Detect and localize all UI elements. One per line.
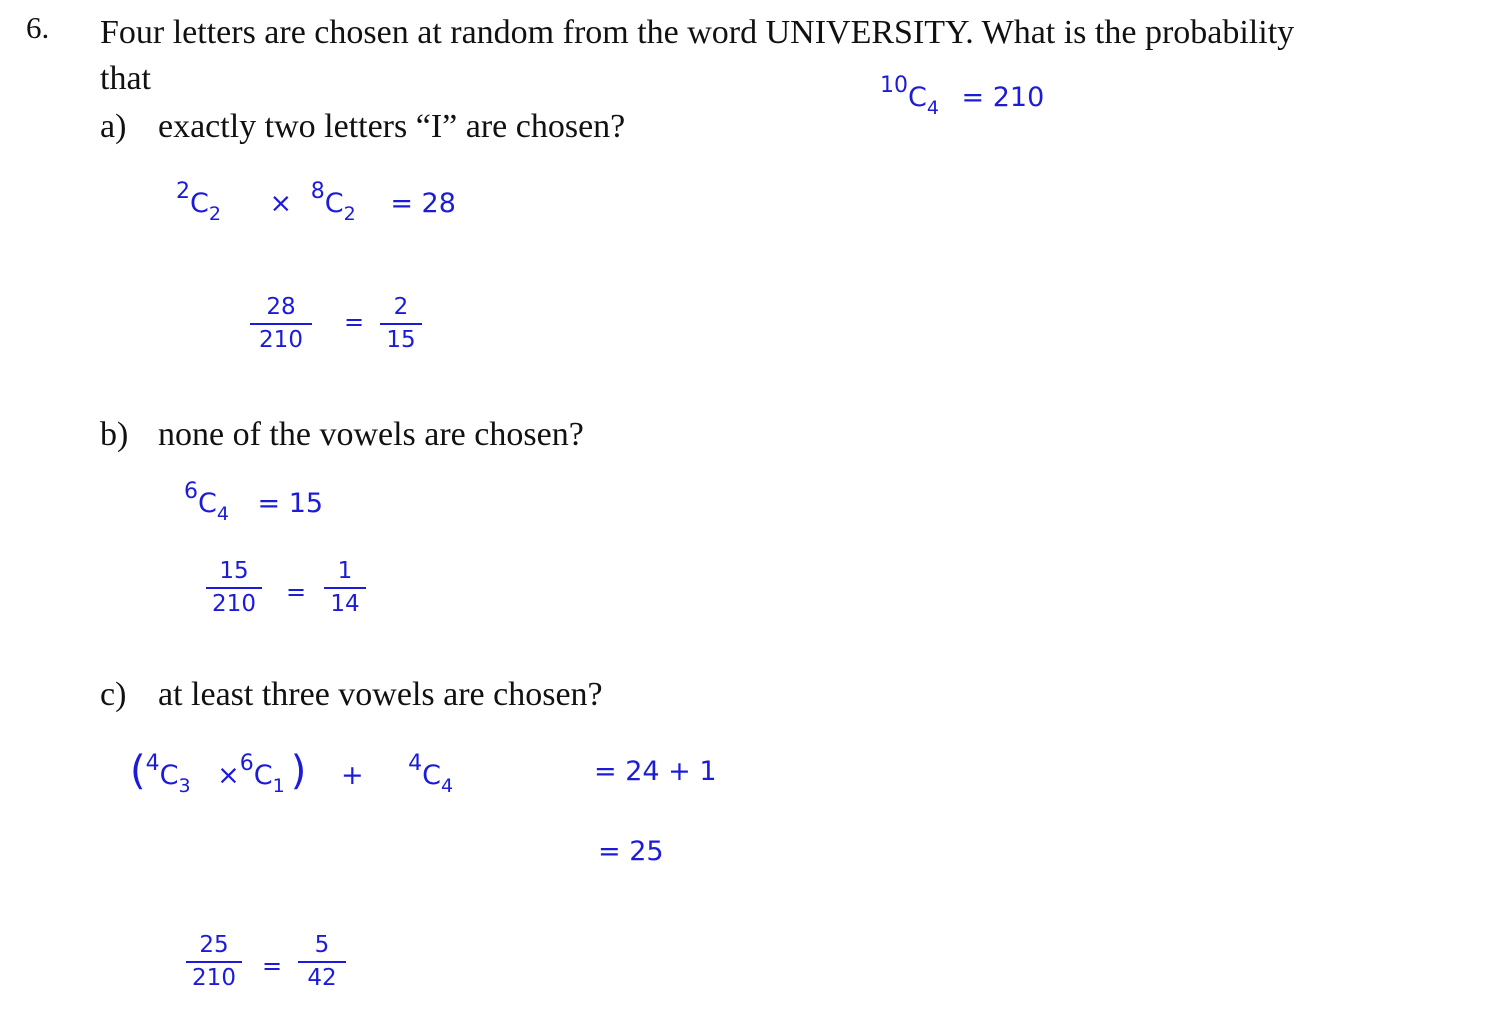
hand-a-term2-c: C [324,188,344,219]
hand-b-fraction [206,560,262,616]
hand-a-times: × [269,188,293,219]
hand-b-term-r: 4 [216,503,229,525]
hand-a-term2-r: 2 [343,203,356,225]
hand-b-term-n: 6 [184,479,198,504]
hand-c-plus: + [340,760,364,791]
part-a-text: exactly two letters “I” are chosen? [158,108,626,145]
hand-a-term1-r: 2 [208,203,221,225]
hand-a-term2-n: 8 [310,179,325,204]
part-b-text: none of the vowels are chosen? [158,416,584,453]
hand-b-fraction-bar [206,587,262,589]
hand-total-r: 4 [926,97,939,119]
part-b [100,416,584,454]
hand-total-result: = 210 [961,82,1045,113]
hand-b-result: = 15 [257,488,324,519]
hand-c-fraction-num: 25 [199,932,229,958]
hand-a-fraction-bar [250,323,312,325]
part-a-label: a) [100,108,127,145]
question-text-line-2: that [100,60,151,97]
hand-c-term3-r: 4 [441,775,454,797]
hand-total-c: C [908,82,927,113]
hand-c-result: = 24 + 1 [594,756,717,787]
hand-b-line1 [184,479,324,525]
hand-c-term1-r: 3 [178,775,191,797]
hand-a-fraction-den: 210 [259,327,303,353]
hand-a-simplified-num: 2 [393,294,409,320]
hand-a-term1-n: 2 [176,179,190,204]
hand-c-term3-c: C [422,760,442,791]
hand-b-simplified-num: 1 [337,558,353,584]
hand-c-simplified-num: 5 [314,932,330,958]
hand-c-equals: = [262,952,283,980]
hand-a-simplified [380,296,422,352]
hand-c-fraction [186,934,242,990]
hand-c-term1-c: C [159,760,179,791]
hand-c-term2-n: 6 [239,751,254,776]
hand-c-line1 [130,748,454,797]
hand-a-result: = 28 [390,188,456,219]
hand-b-term-c: C [198,488,217,519]
hand-c-close-paren: ) [290,748,307,794]
hand-b-simplified-bar [324,587,366,589]
part-c-label: c) [100,676,127,713]
hand-c-open-paren: ( [130,748,146,794]
hand-b-equals: = [286,578,307,606]
hand-total-n: 10 [880,73,908,98]
hand-c-simplified-den: 42 [307,965,337,991]
hand-b-simplified-den: 14 [330,591,360,617]
hand-b-fraction-den: 210 [212,591,256,617]
hand-c-term3-n: 4 [408,751,423,776]
hand-a-fraction-num: 28 [266,294,296,320]
hand-total [880,73,1045,119]
hand-a-simplified-den: 15 [386,327,416,353]
hand-a-term1-c: C [190,188,209,219]
hand-a-equals: = [344,308,365,336]
hand-b-fraction-num: 15 [219,558,249,584]
question-text-line-1: Four letters are chosen at random from the word UNIVERSITY. What is the probability [100,14,1295,51]
hand-c-simplified [298,934,346,990]
hand-c-total: = 25 [598,836,664,867]
question-number: 6. [26,10,50,45]
part-c-text: at least three vowels are chosen? [158,676,603,713]
hand-a-line1 [176,179,456,225]
hand-b-simplified [324,560,366,616]
hand-c-times: × [217,760,240,791]
hand-c-term1-n: 4 [145,751,160,776]
part-a [100,108,625,146]
hand-c-fraction-den: 210 [192,965,236,991]
hand-c-simplified-bar [298,961,346,963]
hand-c-fraction-bar [186,961,242,963]
hand-c-term2-r: 1 [272,775,285,797]
part-b-label: b) [100,416,129,453]
hand-a-simplified-bar [380,323,422,325]
hand-a-fraction [250,296,312,352]
part-c [100,676,603,714]
hand-c-term2-c: C [253,760,273,791]
